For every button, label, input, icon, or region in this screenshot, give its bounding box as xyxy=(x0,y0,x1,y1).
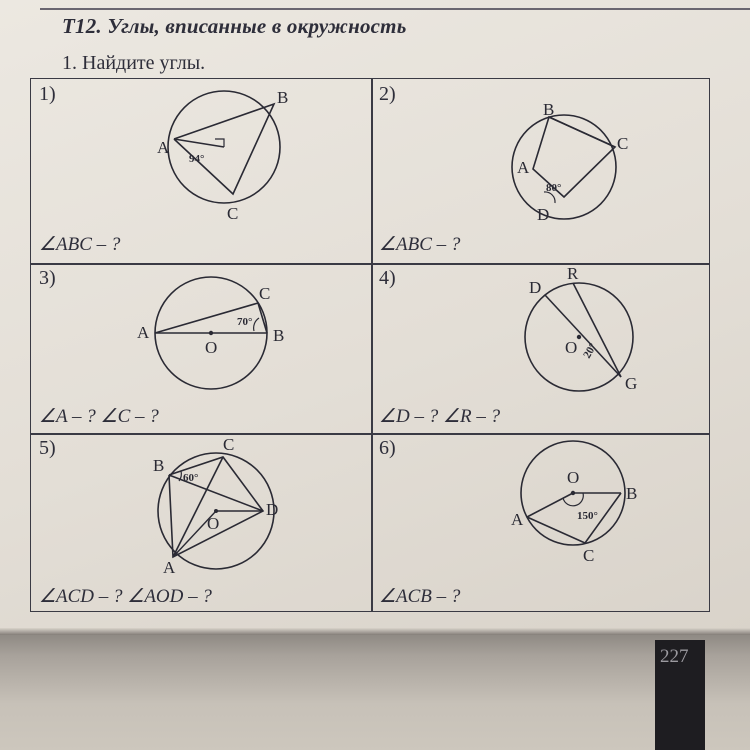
problem-cell-3 xyxy=(31,263,371,433)
point-label: C xyxy=(227,204,239,223)
point-label: D xyxy=(537,205,550,224)
problem-question: ∠ABC – ? xyxy=(379,234,461,255)
point-label: O xyxy=(565,338,578,357)
point-label: A xyxy=(157,138,170,157)
point-label: C xyxy=(259,284,271,303)
figure-1 xyxy=(141,79,321,239)
point-label: D xyxy=(529,278,542,297)
point-label: G xyxy=(625,374,638,393)
point-label: B xyxy=(626,484,638,503)
point-label: A xyxy=(163,558,176,577)
problem-number: 5) xyxy=(39,437,56,459)
problem-cell-6 xyxy=(371,433,711,613)
task-heading: 1. Найдите углы. xyxy=(62,52,206,74)
problem-question: ∠D – ? ∠R – ? xyxy=(379,406,501,427)
header-rule xyxy=(40,0,750,10)
point-label: D xyxy=(266,500,279,519)
point-label: O xyxy=(567,468,580,487)
problem-number: 3) xyxy=(39,267,56,289)
figure-2 xyxy=(471,79,651,239)
problem-question: ∠ABC – ? xyxy=(39,234,121,255)
angle-label: 94° xyxy=(189,153,205,165)
problem-question: ∠ACB – ? xyxy=(379,586,461,607)
point-label: A xyxy=(137,323,150,342)
problem-cell-5 xyxy=(31,433,371,613)
point-label: B xyxy=(543,100,555,119)
point-label: B xyxy=(277,88,289,107)
angle-label: 80° xyxy=(546,182,562,194)
problem-number: 4) xyxy=(379,267,396,289)
point-label: A xyxy=(511,510,524,529)
point-label: C xyxy=(617,134,629,153)
figure-4 xyxy=(481,263,661,403)
point-label: O xyxy=(207,514,220,533)
angle-label: 70° xyxy=(237,316,253,328)
problem-cell-4 xyxy=(371,263,711,433)
page-number: 227 xyxy=(660,646,689,667)
point-label: B xyxy=(273,326,285,345)
point-label: A xyxy=(517,158,530,177)
figure-3 xyxy=(131,263,311,403)
figure-5 xyxy=(141,433,321,583)
background-surface xyxy=(0,635,750,750)
point-label: B xyxy=(153,456,165,475)
problem-cell-2 xyxy=(371,79,711,263)
problems-grid xyxy=(30,78,710,612)
figure-6 xyxy=(481,433,661,583)
point-label: O xyxy=(205,338,218,357)
angle-label: 150° xyxy=(577,510,598,522)
problem-number: 1) xyxy=(39,83,56,105)
section-title: Т12. Углы, вписанные в окружность xyxy=(62,14,407,38)
problem-cell-1 xyxy=(31,79,371,263)
angle-label: 60° xyxy=(183,472,199,484)
problem-number: 6) xyxy=(379,437,396,459)
point-label: C xyxy=(223,435,235,454)
problem-number: 2) xyxy=(379,83,396,105)
point-label: C xyxy=(583,546,595,565)
point-label: R xyxy=(567,264,579,283)
problem-question: ∠ACD – ? ∠AOD – ? xyxy=(39,586,212,607)
problem-question: ∠A – ? ∠C – ? xyxy=(39,406,159,427)
angle-label: 20° xyxy=(581,341,600,361)
